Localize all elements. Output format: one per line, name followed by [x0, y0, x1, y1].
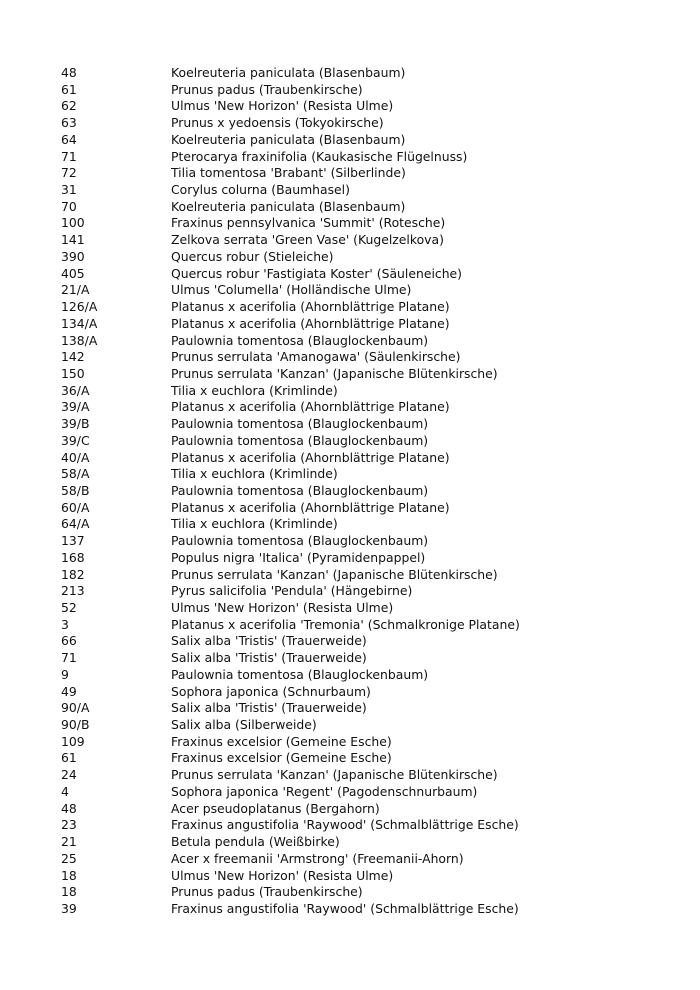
- tree-number: 31: [61, 182, 77, 198]
- tree-name: Platanus x acerifolia (Ahornblättrige Platane): [171, 299, 450, 315]
- tree-number: 72: [61, 165, 77, 181]
- list-item: [61, 199, 661, 216]
- tree-number: 405: [61, 265, 85, 281]
- tree-name: Prunus padus (Traubenkirsche): [171, 884, 363, 900]
- tree-number: 71: [61, 650, 77, 666]
- tree-name: Platanus x acerifolia (Ahornblättrige Platane): [171, 399, 450, 415]
- list-item: [61, 349, 661, 366]
- tree-number: 142: [61, 349, 85, 365]
- list-item: [61, 700, 661, 717]
- list-item: [61, 851, 661, 868]
- tree-number: 64/A: [61, 516, 90, 532]
- list-item: [61, 868, 661, 885]
- list-item: [61, 416, 661, 433]
- tree-number: 126/A: [61, 299, 98, 315]
- list-item: [61, 567, 661, 584]
- list-item: [61, 901, 661, 918]
- tree-name: Fraxinus angustifolia 'Raywood' (Schmalblättrige Esche): [171, 900, 519, 916]
- tree-name: Paulownia tomentosa (Blauglockenbaum): [171, 666, 429, 682]
- tree-number: 71: [61, 148, 77, 164]
- tree-name: Sophora japonica (Schnurbaum): [171, 683, 371, 699]
- list-item: [61, 533, 661, 550]
- tree-name: Acer pseudoplatanus (Bergahorn): [171, 800, 380, 816]
- tree-number: 21/A: [61, 282, 90, 298]
- list-item: [61, 65, 661, 82]
- list-item: [61, 767, 661, 784]
- tree-number: 18: [61, 867, 77, 883]
- tree-number: 109: [61, 733, 85, 749]
- tree-name: Platanus x acerifolia (Ahornblättrige Platane): [171, 315, 450, 331]
- list-item: [61, 165, 661, 182]
- tree-number: 182: [61, 566, 85, 582]
- tree-name: Betula pendula (Weißbirke): [171, 834, 340, 850]
- list-item: [61, 667, 661, 684]
- tree-name: Zelkova serrata 'Green Vase' (Kugelzelkova): [171, 232, 444, 248]
- tree-number: 36/A: [61, 382, 90, 398]
- tree-number: 25: [61, 850, 77, 866]
- tree-name: Koelreuteria paniculata (Blasenbaum): [171, 131, 406, 147]
- list-item: [61, 115, 661, 132]
- tree-name: Paulownia tomentosa (Blauglockenbaum): [171, 416, 429, 432]
- tree-name: Fraxinus excelsior (Gemeine Esche): [171, 750, 392, 766]
- tree-number: 90/B: [61, 717, 90, 733]
- tree-number: 134/A: [61, 315, 98, 331]
- tree-name: Salix alba 'Tristis' (Trauerweide): [171, 633, 367, 649]
- tree-list: [61, 65, 661, 918]
- tree-name: Salix alba 'Tristis' (Trauerweide): [171, 650, 367, 666]
- tree-number: 390: [61, 248, 85, 264]
- tree-name: Corylus colurna (Baumhasel): [171, 182, 350, 198]
- tree-name: Platanus x acerifolia 'Tremonia' (Schmalkronige Platane): [171, 616, 520, 632]
- list-item: [61, 266, 661, 283]
- tree-name: Salix alba (Silberweide): [171, 717, 317, 733]
- list-item: [61, 583, 661, 600]
- list-item: [61, 600, 661, 617]
- tree-name: Prunus padus (Traubenkirsche): [171, 81, 363, 97]
- tree-number: 90/A: [61, 700, 90, 716]
- tree-number: 213: [61, 583, 85, 599]
- tree-name: Prunus serrulata 'Kanzan' (Japanische Blütenkirsche): [171, 767, 498, 783]
- list-item: [61, 734, 661, 751]
- tree-name: Quercus robur (Stieleiche): [171, 248, 334, 264]
- tree-number: 138/A: [61, 332, 98, 348]
- tree-name: Prunus serrulata 'Kanzan' (Japanische Blütenkirsche): [171, 566, 498, 582]
- tree-number: 49: [61, 683, 77, 699]
- tree-name: Fraxinus excelsior (Gemeine Esche): [171, 733, 392, 749]
- list-item: [61, 500, 661, 517]
- list-item: [61, 450, 661, 467]
- tree-name: Fraxinus angustifolia 'Raywood' (Schmalblättrige Esche): [171, 817, 519, 833]
- tree-name: Fraxinus pennsylvanica 'Summit' (Rotesche): [171, 215, 446, 231]
- list-item: [61, 466, 661, 483]
- tree-number: 64: [61, 131, 77, 147]
- list-item: [61, 215, 661, 232]
- list-item: [61, 433, 661, 450]
- tree-number: 40/A: [61, 449, 90, 465]
- list-item: [61, 282, 661, 299]
- list-item: [61, 149, 661, 166]
- tree-name: Acer x freemanii 'Armstrong' (Freemanii-Ahorn): [171, 850, 464, 866]
- list-item: [61, 801, 661, 818]
- tree-number: 100: [61, 215, 85, 231]
- tree-number: 18: [61, 884, 77, 900]
- tree-number: 21: [61, 834, 77, 850]
- list-item: [61, 399, 661, 416]
- list-item: [61, 834, 661, 851]
- list-item: [61, 784, 661, 801]
- tree-name: Ulmus 'New Horizon' (Resista Ulme): [171, 98, 394, 114]
- tree-number: 141: [61, 232, 85, 248]
- tree-number: 39/C: [61, 432, 90, 448]
- tree-name: Prunus serrulata 'Kanzan' (Japanische Blütenkirsche): [171, 365, 498, 381]
- tree-name: Pyrus salicifolia 'Pendula' (Hängebirne): [171, 583, 413, 599]
- list-item: [61, 817, 661, 834]
- tree-number: 137: [61, 533, 85, 549]
- list-item: [61, 633, 661, 650]
- tree-name: Tilia x euchlora (Krimlinde): [171, 466, 338, 482]
- list-item: [61, 383, 661, 400]
- tree-number: 24: [61, 767, 77, 783]
- tree-name: Platanus x acerifolia (Ahornblättrige Platane): [171, 449, 450, 465]
- list-item: [61, 684, 661, 701]
- tree-name: Platanus x acerifolia (Ahornblättrige Platane): [171, 499, 450, 515]
- list-item: [61, 316, 661, 333]
- tree-name: Koelreuteria paniculata (Blasenbaum): [171, 65, 406, 80]
- tree-number: 39: [61, 900, 77, 916]
- list-item: [61, 299, 661, 316]
- tree-name: Tilia x euchlora (Krimlinde): [171, 516, 338, 532]
- tree-number: 62: [61, 98, 77, 114]
- tree-name: Ulmus 'New Horizon' (Resista Ulme): [171, 600, 394, 615]
- list-item: [61, 884, 661, 901]
- tree-name: Prunus serrulata 'Amanogawa' (Säulenkirsche): [171, 349, 461, 365]
- tree-name: Quercus robur 'Fastigiata Koster' (Säuleneiche): [171, 265, 463, 281]
- list-item: [61, 98, 661, 115]
- tree-name: Sophora japonica 'Regent' (Pagodenschnurbaum): [171, 783, 478, 799]
- list-item: [61, 333, 661, 350]
- tree-name: Paulownia tomentosa (Blauglockenbaum): [171, 432, 429, 448]
- tree-number: 63: [61, 115, 77, 131]
- tree-number: 58/B: [61, 482, 90, 498]
- tree-name: Prunus x yedoensis (Tokyokirsche): [171, 115, 384, 131]
- tree-name: Paulownia tomentosa (Blauglockenbaum): [171, 332, 429, 348]
- tree-number: 52: [61, 600, 77, 615]
- tree-number: 66: [61, 633, 77, 649]
- tree-number: 23: [61, 817, 77, 833]
- tree-number: 60/A: [61, 499, 90, 515]
- tree-name: Ulmus 'New Horizon' (Resista Ulme): [171, 867, 394, 883]
- tree-name: Ulmus 'Columella' (Holländische Ulme): [171, 282, 412, 298]
- tree-number: 4: [61, 783, 69, 799]
- tree-number: 168: [61, 549, 85, 565]
- tree-name: Paulownia tomentosa (Blauglockenbaum): [171, 482, 429, 498]
- tree-name: Koelreuteria paniculata (Blasenbaum): [171, 198, 406, 214]
- tree-number: 3: [61, 616, 69, 632]
- list-item: [61, 82, 661, 99]
- list-item: [61, 550, 661, 567]
- tree-name: Salix alba 'Tristis' (Trauerweide): [171, 700, 367, 716]
- tree-name: Pterocarya fraxinifolia (Kaukasische Flügelnuss): [171, 148, 468, 164]
- list-item: [61, 483, 661, 500]
- tree-number: 58/A: [61, 466, 90, 482]
- tree-number: 61: [61, 81, 77, 97]
- tree-number: 9: [61, 666, 69, 682]
- tree-number: 61: [61, 750, 77, 766]
- tree-name: Populus nigra 'Italica' (Pyramidenpappel): [171, 549, 426, 565]
- tree-number: 150: [61, 365, 85, 381]
- list-item: [61, 249, 661, 266]
- list-item: [61, 132, 661, 149]
- tree-name: Paulownia tomentosa (Blauglockenbaum): [171, 533, 429, 549]
- tree-number: 70: [61, 198, 77, 214]
- list-item: [61, 650, 661, 667]
- list-item: [61, 617, 661, 634]
- list-item: [61, 750, 661, 767]
- list-item: [61, 516, 661, 533]
- tree-number: 39/B: [61, 416, 90, 432]
- list-item: [61, 366, 661, 383]
- tree-number: 48: [61, 800, 77, 816]
- tree-name: Tilia tomentosa 'Brabant' (Silberlinde): [171, 165, 406, 181]
- list-item: [61, 717, 661, 734]
- tree-name: Tilia x euchlora (Krimlinde): [171, 382, 338, 398]
- list-item: [61, 232, 661, 249]
- tree-number: 39/A: [61, 399, 90, 415]
- list-item: [61, 182, 661, 199]
- tree-number: 48: [61, 65, 77, 80]
